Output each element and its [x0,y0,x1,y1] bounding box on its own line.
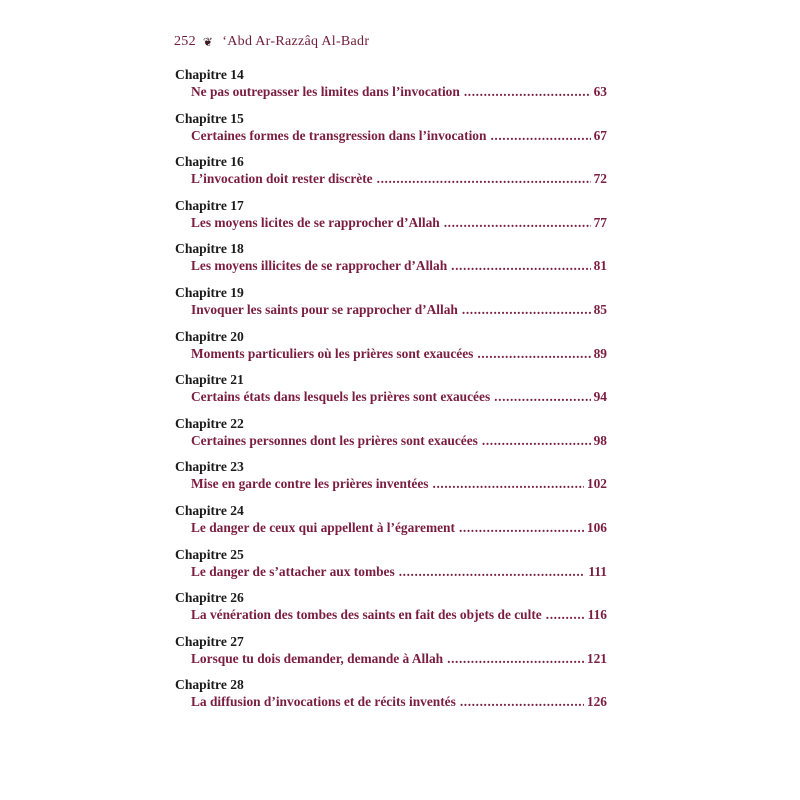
toc-entry [175,285,607,329]
toc-entry [175,241,607,285]
chapter-title: Certaines personnes dont les prières sont exaucées [191,432,478,448]
chapter-label: Chapitre 26 [175,590,244,606]
chapter-label: Chapitre 21 [175,372,244,388]
dot-leader [447,650,584,667]
page-ref: 121 [586,650,607,666]
author-name: ‘Abd Ar-Razzâq Al-Badr [222,34,370,49]
toc-line [175,127,607,144]
toc-entry [175,111,607,155]
toc-line [175,650,607,667]
chapter-title: Certains états dans lesquels les prières sont exaucées [191,389,491,405]
toc-line [175,388,607,405]
chapter-label: Chapitre 19 [175,284,244,300]
toc-entry [175,634,607,678]
page-ref: 72 [593,171,607,187]
chapter-title: Les moyens illicites de se rapprocher d’Allah [191,258,448,274]
dot-leader [460,693,584,710]
chapter-title: Les moyens licites de se rapprocher d’Allah [191,214,440,230]
toc-entry [175,677,607,721]
page-ref: 116 [587,607,607,623]
dot-leader [444,214,591,231]
chapter-label: Chapitre 25 [175,546,244,562]
toc-line [175,432,607,449]
chapter-label: Chapitre 24 [175,502,244,518]
toc-entry [175,329,607,373]
page-ref: 89 [593,345,607,361]
dot-leader [459,519,584,536]
chapter-label: Chapitre 22 [175,415,244,431]
dot-leader [490,127,590,144]
chapter-label: Chapitre 27 [175,633,244,649]
page-ref: 106 [586,519,607,535]
dot-leader [462,301,591,318]
page-ref: 98 [593,432,607,448]
dot-leader [377,170,591,187]
page-ref: 85 [593,301,607,317]
toc-line [175,606,607,623]
chapter-title: L’invocation doit rester discrète [191,171,373,187]
toc-line [175,563,607,580]
toc-entry [175,416,607,460]
page-ref: 102 [586,476,607,492]
chapter-title: Ne pas outrepasser les limites dans l’invocation [191,84,460,99]
chapter-title: Moments particuliers où les prières sont exaucées [191,345,474,361]
toc-entry [175,372,607,416]
dot-leader [546,606,585,623]
toc-line [175,170,607,187]
toc-entry [175,503,607,547]
chapter-title: Lorsque tu dois demander, demande à Allah [191,650,444,666]
chapter-title: Invoquer les saints pour se rapprocher d’Allah [191,301,458,317]
page-number: 252 [174,34,196,49]
page-ref: 126 [586,694,607,710]
chapter-title: La diffusion d’invocations et de récits inventés [191,694,456,710]
page-ref: 67 [593,127,607,143]
toc-line [175,693,607,710]
toc-line [175,214,607,231]
toc-line [175,345,607,362]
dot-leader [451,257,590,274]
toc-entry [175,547,607,591]
dot-leader [433,475,584,492]
dot-leader [482,432,591,449]
table-of-contents [175,67,607,721]
page-ref: 77 [593,214,607,230]
toc-line [175,257,607,274]
dot-leader [494,388,590,405]
page-ref: 81 [593,258,607,274]
chapter-title: Le danger de ceux qui appellent à l’égarement [191,519,455,535]
chapter-label: Chapitre 23 [175,459,244,475]
toc-entry [175,198,607,242]
toc-entry [175,590,607,634]
chapter-title: La vénération des tombes des saints en fait des objets de culte [191,607,542,623]
toc-line [175,83,607,100]
ornament-icon: ❦ [202,34,214,49]
chapter-title: Le danger de s’attacher aux tombes [191,563,395,579]
page-ref: 111 [588,563,607,579]
page-ref: 63 [593,84,607,99]
chapter-label: Chapitre 16 [175,154,244,170]
dot-leader [464,83,591,100]
chapter-title: Mise en garde contre les prières inventées [191,476,429,492]
dot-leader [477,345,590,362]
toc-entry [175,459,607,503]
chapter-title: Certaines formes de transgression dans l’invocation [191,127,487,143]
chapter-label: Chapitre 20 [175,328,244,344]
toc-line [175,519,607,536]
chapter-label: Chapitre 18 [175,241,244,257]
toc-entry [175,154,607,198]
chapter-label: Chapitre 17 [175,197,244,213]
toc-line [175,475,607,492]
chapter-label: Chapitre 15 [175,110,244,126]
page-ref: 94 [593,389,607,405]
toc-line [175,301,607,318]
running-head [174,34,369,50]
toc-entry [175,67,607,111]
dot-leader [399,563,586,580]
chapter-label: Chapitre 14 [175,67,244,82]
chapter-label: Chapitre 28 [175,677,244,693]
